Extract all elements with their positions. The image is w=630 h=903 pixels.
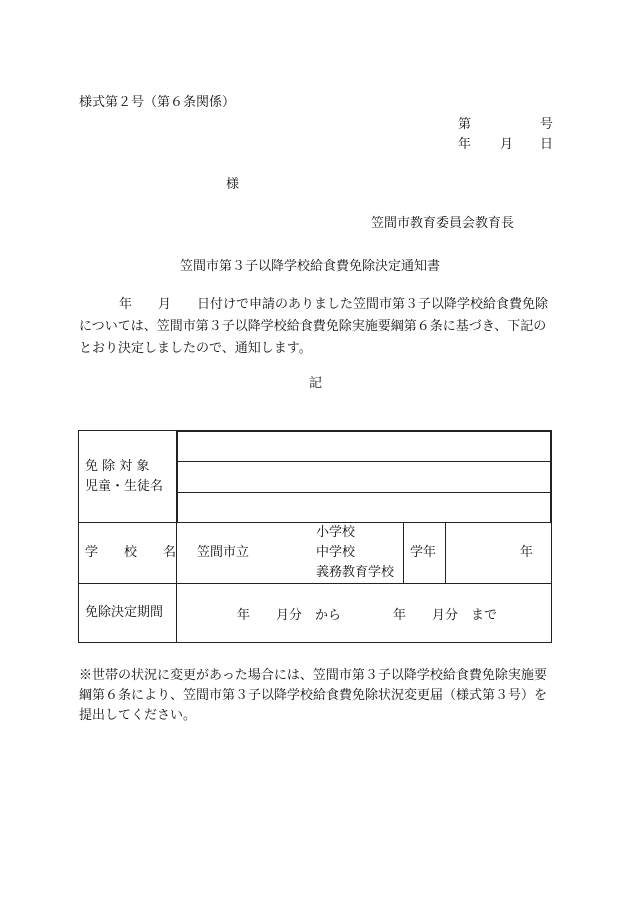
period-label: 免除決定期間 [85,605,164,620]
period-cell [177,584,552,643]
school-cell [177,523,552,584]
recipient-suffix: 様 [226,177,240,192]
student-name-row-1[interactable] [178,432,551,462]
ki-marker: 記 [309,376,323,391]
note-paragraph: ※世帯の状況に変更があった場合には、笠間市第３子以降学校給食費免除実施要綱第６条により、笠間市第３子以降学校給食費免除状況変更届（様式第３号）を提出してください。 [79,668,548,723]
date-year-label: 年 [458,137,472,152]
school-type-junior-high: 中学校 [316,545,356,560]
school-type-compulsory: 義務教育学校 [316,565,395,580]
document-number-suffix: 号 [540,117,554,132]
date-month-label: 月 [500,137,514,152]
student-name-row-3[interactable] [178,493,551,523]
grade-suffix: 年 [520,545,534,560]
student-label-line1: 免 除 対 象 [85,458,150,474]
decision-table [78,430,552,643]
school-label-cell [79,523,177,584]
grade-label: 学年 [410,545,437,560]
date-day-label: 日 [540,137,554,152]
document-title: 笠間市第３子以降学校給食費免除決定通知書 [180,259,441,274]
school-city: 笠間市立 [197,545,250,560]
student-name-row-2[interactable] [178,462,551,493]
student-name-rows [177,431,551,522]
period-text: 年 月分 から 年 月分 まで [237,607,498,623]
student-name-label-cell [79,431,177,523]
student-label-line2: 児童・生徒名 [85,478,164,494]
grade-divider-left [403,523,404,583]
school-label: 学 校 名 [85,545,177,560]
body-paragraph: 年 月 日付けで申請のありました笠間市第３子以降学校給食費免除については、笠間市第３子以降学校給食費免除実施要綱第６条に基づき、下記のとおり決定しましたので、通知します。 [79,297,549,356]
sender-name: 笠間市教育委員会教育長 [371,216,515,231]
school-type-elementary: 小学校 [316,525,356,540]
document-number-label: 第 [458,117,472,132]
form-number: 様式第２号（第６条関係） [79,95,236,110]
student-name-cell [177,431,552,523]
grade-divider-right [445,523,446,583]
period-label-cell [79,584,177,643]
